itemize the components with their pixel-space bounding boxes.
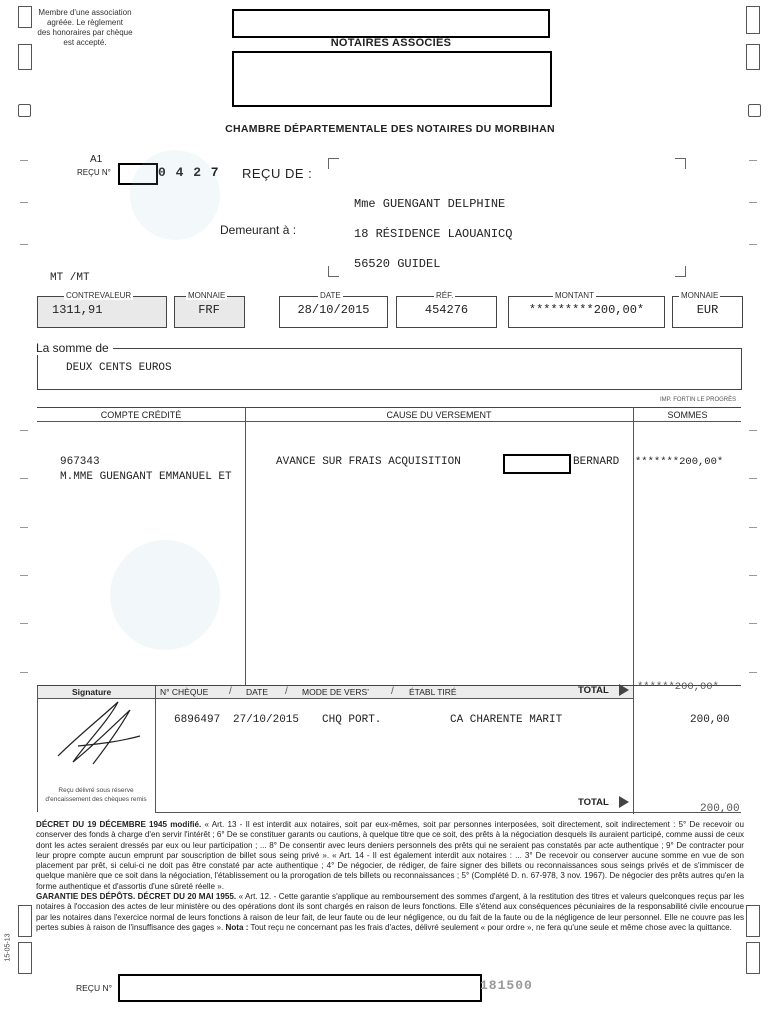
margin-mark — [746, 905, 760, 937]
account-number: 967343 — [60, 456, 100, 468]
ref-label: RÉF. — [436, 291, 454, 300]
legal-title-decret-1945: DÉCRET DU 19 DÉCEMBRE 1945 modifié. — [36, 820, 202, 829]
cause-name: BERNARD — [573, 456, 620, 468]
sum-in-words: DEUX CENTS EUROS — [66, 362, 172, 374]
edge-tick — [749, 430, 757, 431]
cheque-amount: 200,00 — [690, 714, 730, 726]
address-corner — [328, 158, 339, 169]
edge-tick — [20, 623, 28, 624]
cheque-col-bank: ÉTABL TIRÉ — [409, 687, 457, 697]
cheque-col-sep: / — [391, 686, 394, 697]
signature-scribble — [48, 696, 148, 768]
cheque-col-date: DATE — [246, 687, 269, 697]
received-from-label: REÇU DE : — [242, 166, 313, 181]
receipt-reserve-line: d'encaissement des chèques remis — [45, 796, 147, 803]
office-name: NOTAIRES ASSOCIÉS — [330, 37, 452, 49]
header-cause-versement: CAUSE DU VERSEMENT — [386, 410, 492, 420]
legal-body-decret-1945: « Art. 13 - Il est interdit aux notaires, soit par eux-mêmes, soit par personnes interposées, soit directement, soit indirectement : 5° De recevoir ou conserver des fonds à charge d'en servir l'intérêt ; 6° De se constituer garants ou cautions, à quelque titre que ce soit, des prêts à la négociation desquels ils auraient participé, comme aussi de ceux dont les actes seraient dressés par eux ou leur participation ; ... 8° De consentir avec leurs deniers personnels des prêts qui ne seraient pas constatés par acte authentique ; 9° De contracter pour leur propre compte aucun emprunt par souscription de billet sous seing privé ». « Art. 14 - Il est également interdit aux notaires : ... 3° De recevoir ou conserver aucune somme en vue de son placement par prêt, si celui-ci ne doit pas être constaté par acte authentique ; 4° De négocier, de rédiger, de faire signer des billets ou reconnaissances sous seings privés et de s'immiscer de quelque manière que ce soit dans la négociation, l'établissement ou la prorogation de tels billets ou reconnaissances ; 5° (Complété D. n. 67-978, 3 nov. 1967). De négocier des prêts autres qu'en la forme authentique et d'assortis d'une sûreté réelle ». — [36, 820, 744, 891]
col-divider — [633, 407, 634, 685]
side-code: 15-05-13 — [4, 933, 12, 962]
association-note — [26, 8, 144, 48]
redacted-office-name — [232, 9, 550, 38]
edge-tick — [749, 478, 757, 479]
edge-tick — [20, 244, 28, 245]
association-note-line: Membre d'une association — [38, 8, 132, 17]
margin-mark — [746, 44, 760, 70]
cheque-bank: CA CHARENTE MARIT — [450, 714, 563, 726]
footer-receipt-label: REÇU N° — [76, 983, 112, 993]
contrevaleur-label: CONTREVALEUR — [66, 291, 132, 300]
chamber-title: CHAMBRE DÉPARTEMENTALE DES NOTAIRES DU MORBIHAN — [225, 123, 555, 135]
cheque-mode: CHQ PORT. — [322, 714, 382, 726]
payer-name: Mme GUENGANT DELPHINE — [354, 197, 506, 211]
receipt-reserve-note — [38, 786, 154, 804]
cheque-col-number: N° CHÈQUE — [160, 687, 209, 697]
association-note-line: des honoraires par chèque — [37, 28, 133, 37]
association-note-line: agréée. Le règlement — [46, 18, 124, 27]
edge-tick — [20, 160, 28, 161]
edge-tick — [749, 202, 757, 203]
header-compte-credite: COMPTE CRÉDITÉ — [100, 410, 182, 420]
legal-text — [36, 820, 744, 933]
edge-tick — [20, 478, 28, 479]
header-sommes: SOMMES — [667, 410, 708, 420]
corner-mark — [18, 104, 31, 117]
edge-tick — [20, 430, 28, 431]
receipt-series: A1 — [90, 154, 103, 165]
legal-title-garantie: GARANTIE DES DÉPÔTS. DÉCRET DU 20 MAI 1955. — [36, 892, 237, 902]
cheque-col-sep: / — [229, 686, 232, 697]
cheque-number: 6896497 — [174, 714, 221, 726]
cheque-sum-divider — [633, 686, 634, 814]
contrevaleur-value: 1311,91 — [52, 303, 103, 317]
total-value-bottom: 200,00 — [700, 803, 740, 815]
watermark-seal — [130, 150, 220, 240]
legal-body-garantie: « Art. 12. - Cette garantie s'applique au remboursement des sommes d'argent, à la restitution des titres et valeurs quelconques reçus par les notaires à l'occasion des actes de leur ministère ou des opérations dont ils sont chargés en raison de leurs fonctions. Elle s'étend aux conséquences pécuniaires de la responsabilité civile encourue par les notaires dans l'exercice normal de leurs fonctions à raison de leur fait, de leur faute ou de leur négligence, ou du fait de la faute ou de la négligence de leur personnel. Elle ne couvre pas les pertes subies à raison de l'insuffisance des gages ». — [36, 892, 744, 932]
date-label: DATE — [320, 291, 341, 300]
receipt-number: 0 4 2 7 — [158, 165, 220, 180]
edge-tick — [749, 244, 757, 245]
edge-tick — [20, 527, 28, 528]
address-line-2: 56520 GUIDEL — [354, 257, 441, 271]
watermark-seal — [110, 540, 220, 650]
edge-tick — [20, 575, 28, 576]
address-corner — [328, 266, 339, 277]
margin-mark — [18, 905, 32, 937]
cheque-date: 27/10/2015 — [233, 714, 300, 726]
redacted-seller-name — [503, 454, 571, 474]
initials: MT /MT — [50, 272, 90, 284]
cheque-col-sep: / — [285, 686, 288, 697]
cheque-band-bottom — [155, 812, 741, 813]
edge-tick — [749, 623, 757, 624]
edge-tick — [749, 575, 757, 576]
redacted-office-address — [232, 51, 552, 107]
margin-mark — [746, 942, 760, 974]
legal-note-title: Nota : — [225, 922, 249, 932]
address-line-1: 18 RÉSIDENCE LAOUANICQ — [354, 227, 513, 241]
edge-tick — [20, 202, 28, 203]
total-label-bottom: TOTAL — [578, 797, 609, 808]
footer-receipt-number: 181500 — [480, 978, 533, 993]
printer-note: IMP. FORTIN LE PROGRÈS — [660, 397, 737, 403]
montant-label: MONTANT — [555, 291, 594, 300]
address-label: Demeurant à : — [220, 223, 297, 237]
col-divider — [245, 407, 246, 685]
signature-label: Signature — [72, 687, 112, 697]
edge-tick — [749, 672, 757, 673]
corner-mark — [748, 104, 761, 117]
margin-mark — [746, 6, 760, 34]
table-header-divider — [37, 421, 741, 422]
edge-tick — [749, 527, 757, 528]
montant-value: *********200,00* — [528, 303, 645, 317]
total-arrow-top — [619, 684, 629, 696]
edge-tick — [20, 672, 28, 673]
total-label-top: TOTAL — [578, 685, 609, 696]
margin-mark — [18, 6, 32, 28]
date-value: 28/10/2015 — [297, 303, 370, 317]
receipt-number-label: REÇU N° — [77, 168, 111, 177]
cheque-col-mode: MODE DE VERS’ — [302, 687, 370, 697]
legal-note-body: Tout reçu ne concernant pas les frais d'actes, délivré seulement « pour ordre », ne fera qu'une seule et même chose avec la quittance. — [250, 922, 732, 932]
cause-text: AVANCE SUR FRAIS ACQUISITION — [276, 456, 461, 468]
account-name: M.MME GUENGANT EMMANUEL ET — [60, 471, 232, 483]
edge-tick — [749, 160, 757, 161]
monnaie-right-label: MONNAIE — [681, 291, 719, 300]
association-note-line: est accepté. — [63, 38, 107, 47]
cheque-header-divider — [155, 698, 633, 699]
redacted-footer-receipt — [118, 974, 482, 1002]
margin-mark — [18, 44, 32, 70]
ref-value: 454276 — [424, 303, 469, 317]
signature-divider — [155, 686, 156, 812]
line-amount: *******200,00* — [635, 456, 724, 468]
address-corner — [675, 266, 686, 277]
receipt-reserve-line: Reçu délivré sous réserve — [58, 787, 134, 794]
total-arrow-bottom — [619, 796, 629, 808]
margin-mark — [18, 942, 32, 974]
monnaie-left-label: MONNAIE — [188, 291, 226, 300]
monnaie-right-value: EUR — [696, 303, 719, 317]
total-value-top: ******200,00* — [637, 681, 719, 693]
address-corner — [675, 158, 686, 169]
sum-label: La somme de — [36, 341, 113, 355]
monnaie-left-value: FRF — [198, 303, 220, 317]
